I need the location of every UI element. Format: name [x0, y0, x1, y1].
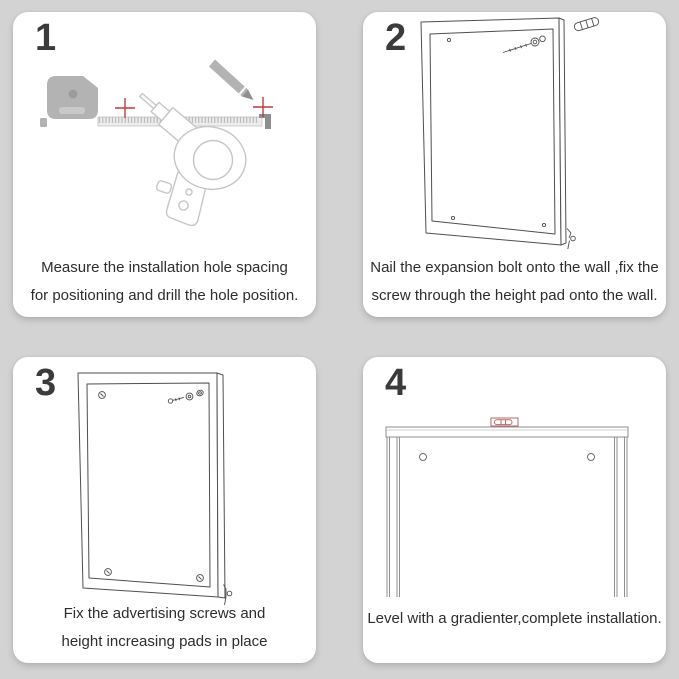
step-caption — [363, 254, 666, 310]
frame-icon — [421, 18, 566, 245]
expansion-bolt-icon — [573, 17, 599, 32]
step-number: 3 — [35, 362, 58, 404]
level-icon — [491, 418, 518, 426]
caption-line-1: Level with a gradienter,complete installation. — [367, 610, 662, 627]
pencil-icon — [209, 60, 254, 101]
caption-line-2: for positioning and drill the hole position. — [30, 287, 299, 304]
drill-icon — [140, 94, 253, 226]
step-caption — [13, 600, 316, 656]
caption-line-2: screw through the height pad onto the wall. — [371, 287, 658, 304]
height-pad-icon — [567, 229, 575, 250]
step-caption — [363, 605, 666, 633]
crosshair-marks — [115, 97, 273, 118]
caption-line-1: Fix the advertising screws and — [63, 605, 266, 622]
frame-icon — [386, 427, 628, 597]
caption-line-1: Measure the installation hole spacing — [41, 259, 288, 276]
step-number: 2 — [385, 17, 408, 59]
step-card-2 — [363, 12, 666, 317]
frame-icon — [78, 373, 225, 598]
step-caption — [13, 254, 316, 310]
step-number: 4 — [385, 362, 408, 404]
step-card-4 — [363, 357, 666, 663]
step-number: 1 — [35, 17, 58, 59]
mounting-hole-icons — [420, 454, 595, 461]
step-card-1 — [13, 12, 316, 317]
caption-line-2: height increasing pads in place — [61, 633, 268, 650]
step-card-3 — [13, 357, 316, 663]
caption-line-1: Nail the expansion bolt onto the wall ,fix the — [370, 259, 659, 276]
